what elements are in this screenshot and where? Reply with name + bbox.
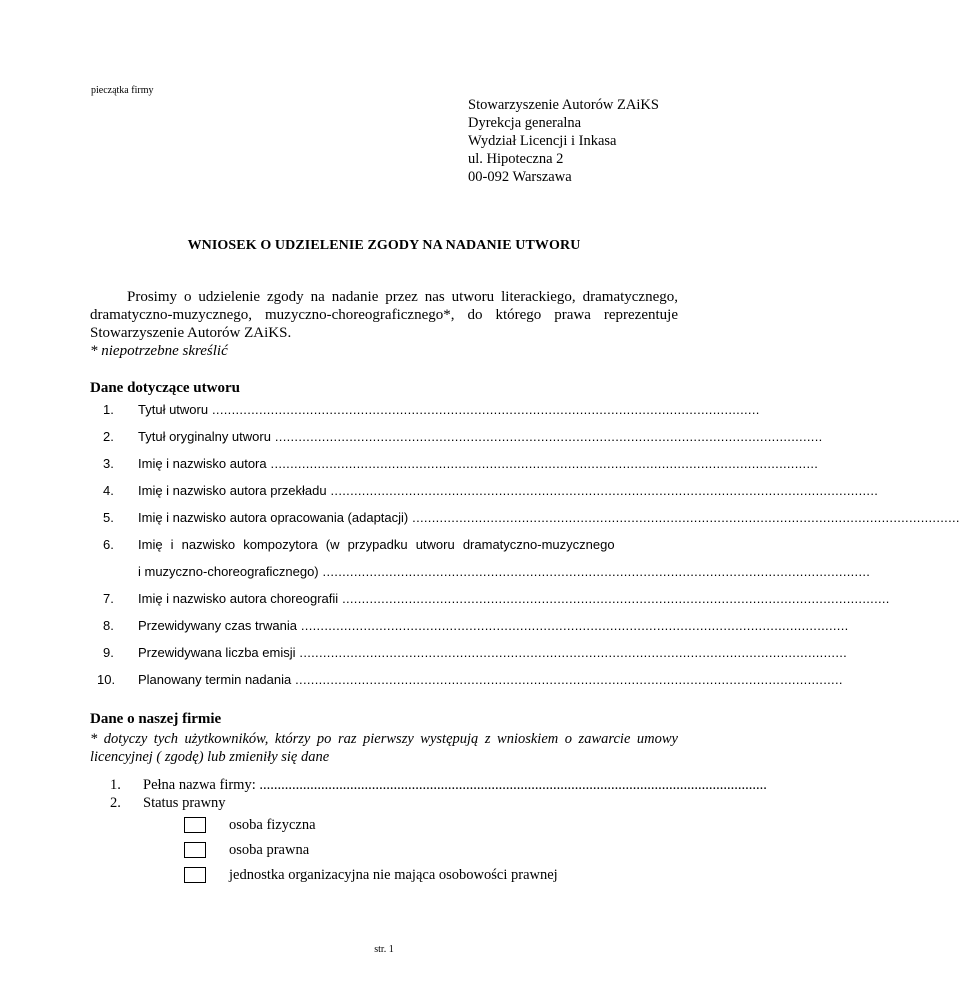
list-item (90, 591, 890, 609)
item-label: Imię i nazwisko autora choreografii (138, 591, 339, 606)
fill-field[interactable]: Przewidywana liczba emisji ............................................................................................................................................ (138, 645, 848, 660)
recipient-address (468, 96, 659, 186)
fill-field[interactable]: Imię i nazwisko autora ............................................................................................................................................ (138, 456, 819, 471)
item-label: Imię i nazwisko autora (138, 456, 267, 471)
list-item (90, 776, 767, 794)
intro-note: * niepotrzebne skreślić (90, 343, 228, 359)
fill-field[interactable]: i muzyczno-choreograficznego) ............................................................................................................................................ (138, 564, 871, 579)
document-title: WNIOSEK O UDZIELENIE ZGODY NA NADANIE UTWORU (187, 238, 581, 253)
fill-field[interactable]: Pełna nazwa firmy: ............................................................................................................................................ (143, 777, 767, 793)
status-checkbox[interactable] (184, 842, 206, 858)
fill-field[interactable]: Imię i nazwisko autora choreografii ............................................................................................................................................ (138, 591, 890, 606)
section-company-heading: Dane o naszej firmie (90, 711, 222, 727)
fill-field[interactable]: Imię i nazwisko autora przekładu ............................................................................................................................................ (138, 483, 879, 498)
address-line: ul. Hipoteczna 2 (468, 151, 564, 167)
list-item (90, 672, 843, 690)
fill-field[interactable]: Imię i nazwisko autora opracowania (adaptacji) ............................................................................................................................................ (138, 510, 960, 525)
item-number: 5. (103, 510, 114, 525)
status-option-label: osoba prawna (229, 842, 310, 858)
address-line: 00-092 Warszawa (468, 169, 572, 185)
list-item-continuation (90, 564, 871, 582)
status-checkbox[interactable] (184, 817, 206, 833)
item-number: 2. (110, 795, 121, 811)
list-item (90, 429, 823, 447)
item-number: 1. (103, 402, 114, 417)
item-number: 6. (103, 537, 114, 552)
list-item (90, 402, 760, 420)
item-label: Tytuł utworu (138, 402, 209, 417)
item-label: Planowany termin nadania (138, 672, 292, 687)
item-label: Pełna nazwa firmy: (143, 777, 256, 793)
item-label: Przewidywany czas trwania (138, 618, 297, 633)
item-label: Status prawny (143, 795, 226, 811)
item-label: Tytuł oryginalny utworu (138, 429, 271, 444)
stamp-label: pieczątka firmy (91, 85, 154, 96)
item-number: 2. (103, 429, 114, 444)
list-item (90, 483, 879, 501)
item-number: 9. (103, 645, 114, 660)
fill-field[interactable]: Tytuł utworu ............................................................................................................................................ (138, 402, 760, 417)
item-label: Przewidywana liczba emisji (138, 645, 296, 660)
item-number: 4. (103, 483, 114, 498)
fill-field[interactable]: Planowany termin nadania ............................................................................................................................................ (138, 672, 843, 687)
list-item (90, 618, 849, 636)
item-label: i muzyczno-choreograficznego) (138, 564, 319, 579)
fill-field[interactable]: Przewidywany czas trwania ............................................................................................................................................ (138, 618, 849, 633)
item-number: 3. (103, 456, 114, 471)
status-option-label: osoba fizyczna (229, 817, 316, 833)
item-number: 1. (110, 777, 121, 793)
page-number: str. 1 (374, 944, 394, 955)
intro-paragraph (90, 288, 678, 360)
list-item (90, 645, 848, 663)
item-label: Imię i nazwisko autora opracowania (adaptacji) (138, 510, 409, 525)
item-number: 10. (97, 672, 116, 687)
item-number: 7. (103, 591, 114, 606)
item-label: Imię i nazwisko autora przekładu (138, 483, 327, 498)
address-line: Dyrekcja generalna (468, 115, 582, 131)
list-item (90, 456, 819, 474)
item-label: Imię i nazwisko kompozytora (w przypadku utworu dramatyczno-muzycznego (138, 537, 615, 552)
status-option-label: jednostka organizacyjna nie mająca osobowości prawnej (229, 867, 558, 883)
section-company-note: * dotyczy tych użytkowników, którzy po raz pierwszy występują z wnioskiem o zawarcie umowy licencyjnej ( zgodę) lub zmieniły się dane (90, 731, 678, 765)
list-item (90, 510, 960, 528)
section-work-heading: Dane dotyczące utworu (90, 380, 240, 396)
address-line: Stowarzyszenie Autorów ZAiKS (468, 97, 659, 113)
list-item (90, 537, 680, 555)
list-item (90, 794, 680, 812)
address-line: Wydział Licencji i Inkasa (468, 133, 617, 149)
item-number: 8. (103, 618, 114, 633)
status-checkbox[interactable] (184, 867, 206, 883)
intro-text: Prosimy o udzielenie zgody na nadanie przez nas utworu literackiego, dramatycznego, dramatyczno-muzycznego, muzyczno-choreograficznego*, do którego prawa reprezentuje Stowarzyszenie Autorów ZAiKS. (90, 289, 678, 341)
fill-field[interactable]: Tytuł oryginalny utworu ............................................................................................................................................ (138, 429, 823, 444)
